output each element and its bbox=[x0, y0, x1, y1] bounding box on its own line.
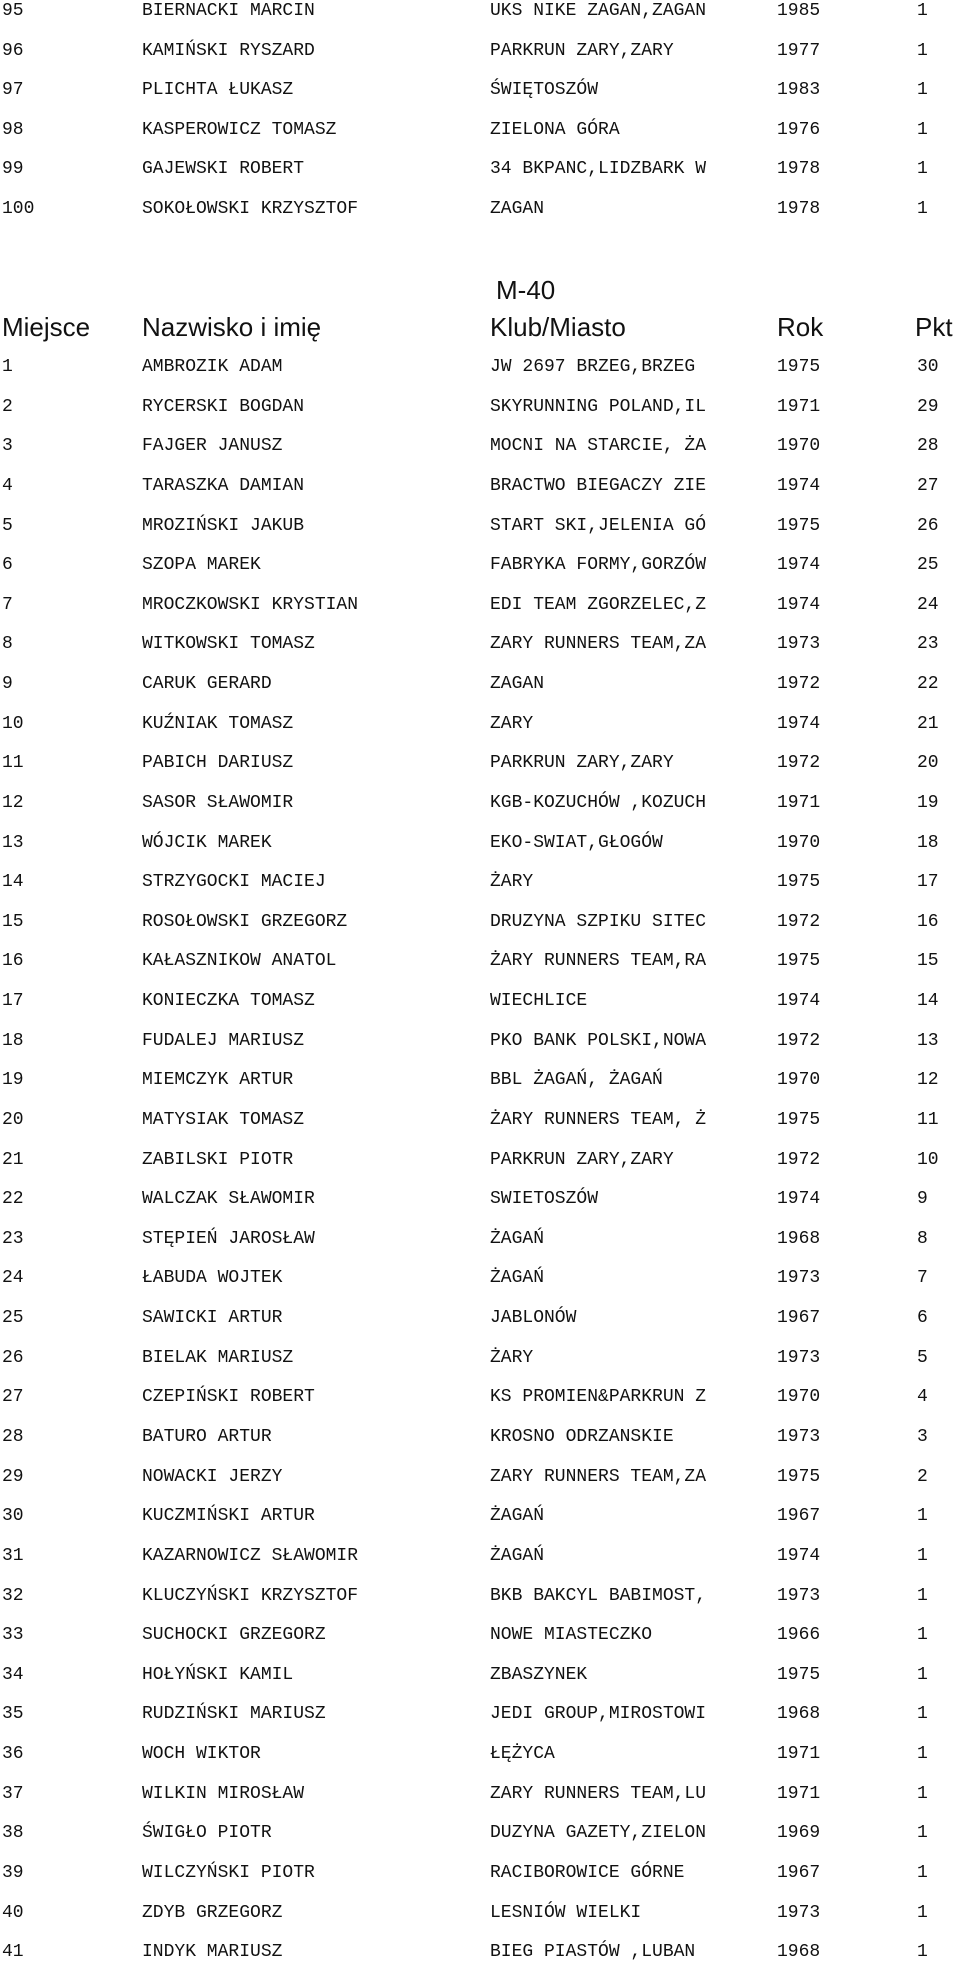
cell-name: KAMIŃSKI RYSZARD bbox=[142, 40, 315, 61]
cell-year: 1974 bbox=[777, 1189, 821, 1210]
table-row bbox=[0, 515, 960, 555]
cell-place: 36 bbox=[2, 1744, 24, 1765]
cell-name: FUDALEJ MARIUSZ bbox=[142, 1030, 305, 1051]
table-row bbox=[0, 1188, 960, 1228]
cell-year: 1967 bbox=[777, 1506, 821, 1527]
cell-year: 1975 bbox=[777, 357, 821, 377]
table-row bbox=[0, 554, 960, 594]
cell-year: 1975 bbox=[777, 951, 821, 972]
cell-place: 8 bbox=[2, 634, 13, 655]
cell-name: BIERNACKI MARCIN bbox=[142, 1, 315, 21]
cell-name: SASOR SŁAWOMIR bbox=[142, 792, 294, 813]
cell-place: 100 bbox=[2, 199, 35, 219]
cell-name: MROZIŃSKI JAKUB bbox=[142, 515, 305, 536]
table-row bbox=[0, 79, 960, 119]
cell-club: WIECHLICE bbox=[490, 991, 588, 1012]
cell-year: 1967 bbox=[777, 1862, 821, 1883]
table-row bbox=[0, 1149, 960, 1189]
cell-name: KONIECZKA TOMASZ bbox=[142, 991, 315, 1012]
cell-place: 95 bbox=[2, 1, 24, 21]
cell-year: 1970 bbox=[777, 1070, 821, 1091]
cell-place: 6 bbox=[2, 555, 13, 576]
cell-name: RUDZIŃSKI MARIUSZ bbox=[142, 1704, 326, 1725]
table-row bbox=[0, 950, 960, 990]
cell-points: 16 bbox=[917, 911, 939, 932]
cell-year: 1970 bbox=[777, 1387, 821, 1408]
cell-club: ŻARY RUNNERS TEAM,RA bbox=[490, 951, 707, 972]
cell-name: WITKOWSKI TOMASZ bbox=[142, 634, 315, 655]
cell-club: MOCNI NA STARCIE, ŻA bbox=[490, 436, 707, 457]
cell-place: 2 bbox=[2, 396, 13, 417]
cell-club: ZARY RUNNERS TEAM,ZA bbox=[490, 634, 707, 655]
cell-place: 15 bbox=[2, 911, 24, 932]
cell-name: CARUK GERARD bbox=[142, 674, 272, 695]
cell-place: 41 bbox=[2, 1942, 24, 1963]
cell-points: 1 bbox=[917, 119, 928, 140]
cell-year: 1973 bbox=[777, 1347, 821, 1368]
cell-name: STRZYGOCKI MACIEJ bbox=[142, 872, 326, 893]
cell-points: 25 bbox=[917, 555, 939, 576]
cell-club: ZARY bbox=[490, 713, 534, 734]
cell-year: 1973 bbox=[777, 1902, 821, 1923]
cell-year: 1983 bbox=[777, 80, 821, 101]
cell-name: KAŁASZNIKOW ANATOL bbox=[142, 951, 337, 972]
cell-place: 23 bbox=[2, 1228, 24, 1249]
cell-club: ZAGAN bbox=[490, 674, 545, 695]
cell-points: 1 bbox=[917, 40, 928, 61]
table-row bbox=[0, 1267, 960, 1307]
cell-points: 26 bbox=[917, 515, 939, 536]
cell-club: ŻAGAŃ bbox=[490, 1506, 545, 1527]
cell-year: 1973 bbox=[777, 1427, 821, 1447]
cell-club: ŻAGAŃ bbox=[490, 1545, 545, 1566]
cell-name: AMBROZIK ADAM bbox=[142, 357, 283, 377]
cell-name: KUCZMIŃSKI ARTUR bbox=[142, 1506, 315, 1527]
cell-club: PARKRUN ZARY,ZARY bbox=[490, 1149, 674, 1170]
cell-club: ŚWIĘTOSZÓW bbox=[490, 80, 599, 101]
cell-club: DUZYNA GAZETY,ZIELON bbox=[490, 1823, 707, 1844]
cell-name: FAJGER JANUSZ bbox=[142, 436, 283, 457]
cell-club: ŻAGAŃ bbox=[490, 1268, 545, 1289]
cell-name: ŁABUDA WOJTEK bbox=[142, 1268, 283, 1289]
cell-points: 11 bbox=[917, 1109, 939, 1130]
cell-place: 33 bbox=[2, 1625, 24, 1646]
cell-place: 31 bbox=[2, 1545, 24, 1566]
cell-place: 20 bbox=[2, 1109, 24, 1130]
cell-club: RACIBOROWICE GÓRNE bbox=[490, 1862, 685, 1883]
cell-year: 1969 bbox=[777, 1823, 821, 1844]
cell-name: MROCZKOWSKI KRYSTIAN bbox=[142, 594, 359, 615]
table-row bbox=[0, 40, 960, 80]
cell-club: JW 2697 BRZEG,BRZEG bbox=[490, 357, 696, 377]
cell-points: 27 bbox=[917, 475, 939, 496]
category-title: M-40 bbox=[496, 275, 556, 305]
table-row bbox=[0, 633, 960, 673]
cell-name: WILCZYŃSKI PIOTR bbox=[142, 1862, 315, 1883]
cell-club: PKO BANK POLSKI,NOWA bbox=[490, 1030, 707, 1051]
cell-points: 2 bbox=[917, 1466, 928, 1487]
cell-points: 1 bbox=[917, 1585, 928, 1606]
cell-points: 1 bbox=[917, 1506, 928, 1527]
cell-place: 98 bbox=[2, 119, 24, 140]
cell-points: 22 bbox=[917, 674, 939, 695]
cell-year: 1967 bbox=[777, 1308, 821, 1329]
table-row bbox=[0, 1466, 960, 1506]
cell-points: 8 bbox=[917, 1228, 928, 1249]
cell-place: 7 bbox=[2, 594, 13, 615]
cell-name: CZEPIŃSKI ROBERT bbox=[142, 1387, 315, 1408]
cell-points: 6 bbox=[917, 1308, 928, 1329]
table-row bbox=[0, 1347, 960, 1387]
cell-name: NOWACKI JERZY bbox=[142, 1466, 283, 1487]
cell-points: 7 bbox=[917, 1268, 928, 1289]
cell-name: SUCHOCKI GRZEGORZ bbox=[142, 1625, 326, 1646]
table-row bbox=[0, 1386, 960, 1426]
cell-year: 1972 bbox=[777, 1149, 821, 1170]
table-row bbox=[0, 673, 960, 713]
cell-year: 1968 bbox=[777, 1942, 821, 1963]
table-row bbox=[0, 1505, 960, 1545]
cell-name: INDYK MARIUSZ bbox=[142, 1942, 283, 1963]
cell-year: 1974 bbox=[777, 475, 821, 496]
cell-points: 18 bbox=[917, 832, 939, 853]
cell-year: 1973 bbox=[777, 1585, 821, 1606]
table-row bbox=[0, 990, 960, 1030]
cell-place: 39 bbox=[2, 1862, 24, 1883]
cell-club: ZARY RUNNERS TEAM,LU bbox=[490, 1783, 707, 1804]
table-row bbox=[0, 871, 960, 911]
cell-place: 9 bbox=[2, 674, 13, 695]
cell-club: EDI TEAM ZGORZELEC,Z bbox=[490, 594, 707, 615]
cell-club: UKS NIKE ZAGAN,ZAGAN bbox=[490, 1, 707, 21]
table-row bbox=[0, 198, 960, 238]
cell-place: 96 bbox=[2, 40, 24, 61]
table-row bbox=[0, 1624, 960, 1664]
cell-year: 1972 bbox=[777, 674, 821, 695]
cell-name: ROSOŁOWSKI GRZEGORZ bbox=[142, 911, 348, 932]
cell-year: 1972 bbox=[777, 753, 821, 774]
table-row bbox=[0, 911, 960, 951]
cell-club: KS PROMIEN&PARKRUN Z bbox=[490, 1387, 707, 1408]
cell-points: 1 bbox=[917, 1902, 928, 1923]
cell-club: SWIETOSZÓW bbox=[490, 1189, 599, 1210]
table-row bbox=[0, 1664, 960, 1704]
cell-points: 10 bbox=[917, 1149, 939, 1170]
cell-name: RYCERSKI BOGDAN bbox=[142, 396, 305, 417]
table-row bbox=[0, 356, 960, 396]
cell-points: 15 bbox=[917, 951, 939, 972]
cell-name: SZOPA MAREK bbox=[142, 555, 261, 576]
cell-place: 38 bbox=[2, 1823, 24, 1844]
cell-club: SKYRUNNING POLAND,IL bbox=[490, 396, 707, 417]
cell-club: LESNIÓW WIELKI bbox=[490, 1902, 642, 1923]
cell-points: 1 bbox=[917, 1783, 928, 1804]
table-row bbox=[0, 1585, 960, 1625]
table-row bbox=[0, 832, 960, 872]
cell-year: 1977 bbox=[777, 40, 821, 61]
cell-place: 40 bbox=[2, 1902, 24, 1923]
cell-club: JABLONÓW bbox=[490, 1308, 577, 1329]
cell-points: 13 bbox=[917, 1030, 939, 1051]
cell-year: 1968 bbox=[777, 1704, 821, 1725]
cell-name: PABICH DARIUSZ bbox=[142, 753, 294, 774]
cell-points: 30 bbox=[917, 357, 939, 377]
cell-place: 28 bbox=[2, 1427, 24, 1447]
cell-points: 1 bbox=[917, 1862, 928, 1883]
cell-name: BATURO ARTUR bbox=[142, 1427, 272, 1447]
cell-place: 35 bbox=[2, 1704, 24, 1725]
cell-points: 1 bbox=[917, 1, 928, 21]
cell-club: ZARY RUNNERS TEAM,ZA bbox=[490, 1466, 707, 1487]
cell-year: 1978 bbox=[777, 159, 821, 180]
cell-year: 1974 bbox=[777, 555, 821, 576]
cell-year: 1971 bbox=[777, 792, 821, 813]
cell-year: 1970 bbox=[777, 436, 821, 457]
cell-name: WALCZAK SŁAWOMIR bbox=[142, 1189, 315, 1210]
cell-club: ŻAGAŃ bbox=[490, 1228, 545, 1249]
cell-points: 3 bbox=[917, 1427, 928, 1447]
table-row bbox=[0, 1862, 960, 1902]
cell-club: ŻARY bbox=[490, 1347, 534, 1368]
cell-place: 25 bbox=[2, 1308, 24, 1329]
table-row bbox=[0, 792, 960, 832]
cell-place: 1 bbox=[2, 357, 13, 377]
table-row bbox=[0, 1743, 960, 1783]
cell-place: 10 bbox=[2, 713, 24, 734]
cell-name: HOŁYŃSKI KAMIL bbox=[142, 1664, 294, 1685]
table-row bbox=[0, 1069, 960, 1109]
cell-points: 1 bbox=[917, 1823, 928, 1844]
table-row bbox=[0, 396, 960, 436]
cell-name: SAWICKI ARTUR bbox=[142, 1308, 283, 1329]
cell-club: KROSNO ODRZANSKIE bbox=[490, 1427, 674, 1447]
cell-place: 34 bbox=[2, 1664, 24, 1685]
cell-name: STĘPIEŃ JAROSŁAW bbox=[142, 1228, 315, 1249]
cell-name: KASPEROWICZ TOMASZ bbox=[142, 119, 337, 140]
cell-place: 99 bbox=[2, 159, 24, 180]
table-row bbox=[0, 1426, 960, 1466]
cell-name: ŚWIGŁO PIOTR bbox=[142, 1823, 272, 1844]
cell-club: FABRYKA FORMY,GORZÓW bbox=[490, 555, 707, 576]
cell-year: 1985 bbox=[777, 1, 821, 21]
cell-year: 1971 bbox=[777, 396, 821, 417]
cell-place: 21 bbox=[2, 1149, 24, 1170]
cell-points: 21 bbox=[917, 713, 939, 734]
cell-place: 3 bbox=[2, 436, 13, 457]
cell-club: ŻARY bbox=[490, 872, 534, 893]
cell-place: 32 bbox=[2, 1585, 24, 1606]
cell-club: PARKRUN ZARY,ZARY bbox=[490, 753, 674, 774]
table-row bbox=[0, 1902, 960, 1942]
cell-points: 1 bbox=[917, 1942, 928, 1963]
cell-name: WOCH WIKTOR bbox=[142, 1744, 261, 1765]
cell-points: 12 bbox=[917, 1070, 939, 1091]
cell-place: 4 bbox=[2, 475, 13, 496]
cell-place: 27 bbox=[2, 1387, 24, 1408]
table-row bbox=[0, 1783, 960, 1823]
cell-name: MIEMCZYK ARTUR bbox=[142, 1070, 294, 1091]
cell-year: 1970 bbox=[777, 832, 821, 853]
cell-club: ZAGAN bbox=[490, 199, 545, 219]
cell-year: 1971 bbox=[777, 1744, 821, 1765]
table-row bbox=[0, 1703, 960, 1743]
cell-place: 97 bbox=[2, 80, 24, 101]
table-row bbox=[0, 435, 960, 475]
cell-place: 14 bbox=[2, 872, 24, 893]
cell-place: 17 bbox=[2, 991, 24, 1012]
cell-points: 4 bbox=[917, 1387, 928, 1408]
cell-year: 1966 bbox=[777, 1625, 821, 1646]
cell-place: 13 bbox=[2, 832, 24, 853]
cell-year: 1968 bbox=[777, 1228, 821, 1249]
table-row bbox=[0, 158, 960, 198]
cell-year: 1975 bbox=[777, 1664, 821, 1685]
cell-points: 17 bbox=[917, 872, 939, 893]
cell-club: DRUZYNA SZPIKU SITEC bbox=[490, 911, 707, 932]
cell-name: TARASZKA DAMIAN bbox=[142, 475, 305, 496]
cell-year: 1971 bbox=[777, 1783, 821, 1804]
cell-place: 5 bbox=[2, 515, 13, 536]
cell-points: 9 bbox=[917, 1189, 928, 1210]
header-year: Rok bbox=[777, 312, 824, 342]
table-row bbox=[0, 119, 960, 159]
table-row bbox=[0, 1545, 960, 1585]
cell-name: KLUCZYŃSKI KRZYSZTOF bbox=[142, 1585, 359, 1606]
table-row bbox=[0, 1307, 960, 1347]
cell-club: JEDI GROUP,MIROSTOWI bbox=[490, 1704, 707, 1725]
cell-year: 1974 bbox=[777, 594, 821, 615]
cell-place: 11 bbox=[2, 753, 24, 774]
cell-name: GAJEWSKI ROBERT bbox=[142, 159, 305, 180]
cell-club: EKO-SWIAT,GŁOGÓW bbox=[490, 832, 663, 853]
cell-year: 1976 bbox=[777, 119, 821, 140]
cell-points: 1 bbox=[917, 1744, 928, 1765]
cell-year: 1974 bbox=[777, 713, 821, 734]
cell-points: 1 bbox=[917, 1545, 928, 1566]
table-row bbox=[0, 475, 960, 515]
table-row bbox=[0, 752, 960, 792]
cell-place: 16 bbox=[2, 951, 24, 972]
cell-year: 1973 bbox=[777, 1268, 821, 1289]
cell-name: BIELAK MARIUSZ bbox=[142, 1347, 294, 1368]
cell-club: BRACTWO BIEGACZY ZIE bbox=[490, 475, 707, 496]
header-name: Nazwisko i imię bbox=[142, 312, 322, 342]
cell-place: 37 bbox=[2, 1783, 24, 1804]
cell-club: NOWE MIASTECZKO bbox=[490, 1625, 653, 1646]
cell-name: PLICHTA ŁUKASZ bbox=[142, 80, 294, 101]
cell-points: 24 bbox=[917, 594, 939, 615]
cell-club: BBL ŻAGAŃ, ŻAGAŃ bbox=[490, 1070, 663, 1091]
table-row bbox=[0, 713, 960, 753]
header-club: Klub/Miasto bbox=[490, 312, 626, 342]
cell-club: PARKRUN ZARY,ZARY bbox=[490, 40, 674, 61]
cell-year: 1974 bbox=[777, 991, 821, 1012]
cell-place: 30 bbox=[2, 1506, 24, 1527]
cell-year: 1978 bbox=[777, 199, 821, 219]
table-row bbox=[0, 594, 960, 634]
cell-year: 1972 bbox=[777, 1030, 821, 1051]
cell-name: ZDYB GRZEGORZ bbox=[142, 1902, 283, 1923]
cell-points: 1 bbox=[917, 199, 928, 219]
cell-points: 5 bbox=[917, 1347, 928, 1368]
cell-points: 14 bbox=[917, 991, 939, 1012]
cell-place: 19 bbox=[2, 1070, 24, 1091]
cell-place: 29 bbox=[2, 1466, 24, 1487]
cell-points: 28 bbox=[917, 436, 939, 457]
table-row bbox=[0, 1822, 960, 1862]
header-place: Miejsce bbox=[2, 312, 91, 342]
cell-year: 1975 bbox=[777, 872, 821, 893]
cell-year: 1975 bbox=[777, 1466, 821, 1487]
cell-name: MATYSIAK TOMASZ bbox=[142, 1109, 305, 1130]
table-row bbox=[0, 1030, 960, 1070]
cell-points: 1 bbox=[917, 159, 928, 180]
cell-points: 19 bbox=[917, 792, 939, 813]
cell-club: ŻARY RUNNERS TEAM, Ż bbox=[490, 1109, 707, 1130]
table-header bbox=[0, 310, 960, 350]
table-row bbox=[0, 1228, 960, 1268]
table-row bbox=[0, 1109, 960, 1149]
cell-name: SOKOŁOWSKI KRZYSZTOF bbox=[142, 199, 359, 219]
cell-club: 34 BKPANC,LIDZBARK W bbox=[490, 159, 707, 180]
cell-place: 24 bbox=[2, 1268, 24, 1289]
cell-name: WÓJCIK MAREK bbox=[142, 832, 272, 853]
cell-points: 1 bbox=[917, 1664, 928, 1685]
cell-name: ZABILSKI PIOTR bbox=[142, 1149, 294, 1170]
cell-place: 26 bbox=[2, 1347, 24, 1368]
cell-club: BKB BAKCYL BABIMOST, bbox=[490, 1585, 707, 1606]
cell-points: 23 bbox=[917, 634, 939, 655]
cell-club: START SKI,JELENIA GÓ bbox=[490, 515, 707, 536]
table-row bbox=[0, 1941, 960, 1981]
cell-points: 1 bbox=[917, 1625, 928, 1646]
cell-points: 20 bbox=[917, 753, 939, 774]
cell-place: 12 bbox=[2, 792, 24, 813]
cell-year: 1972 bbox=[777, 911, 821, 932]
cell-club: ZIELONA GÓRA bbox=[490, 119, 620, 140]
cell-year: 1975 bbox=[777, 1109, 821, 1130]
cell-place: 22 bbox=[2, 1189, 24, 1210]
cell-points: 1 bbox=[917, 80, 928, 101]
cell-club: BIEG PIASTÓW ,LUBAN bbox=[490, 1942, 696, 1963]
cell-name: WILKIN MIROSŁAW bbox=[142, 1783, 305, 1804]
cell-points: 1 bbox=[917, 1704, 928, 1725]
cell-year: 1973 bbox=[777, 634, 821, 655]
cell-name: KAZARNOWICZ SŁAWOMIR bbox=[142, 1545, 359, 1566]
cell-club: ŁĘŻYCA bbox=[490, 1744, 555, 1765]
cell-club: KGB-KOZUCHÓW ,KOZUCH bbox=[490, 792, 707, 813]
cell-place: 18 bbox=[2, 1030, 24, 1051]
header-points: Pkt bbox=[915, 312, 953, 342]
cell-points: 29 bbox=[917, 396, 939, 417]
cell-name: KUŹNIAK TOMASZ bbox=[142, 713, 294, 734]
cell-club: ZBASZYNEK bbox=[490, 1664, 588, 1685]
table-row bbox=[0, 0, 960, 40]
cell-year: 1974 bbox=[777, 1545, 821, 1566]
cell-year: 1975 bbox=[777, 515, 821, 536]
